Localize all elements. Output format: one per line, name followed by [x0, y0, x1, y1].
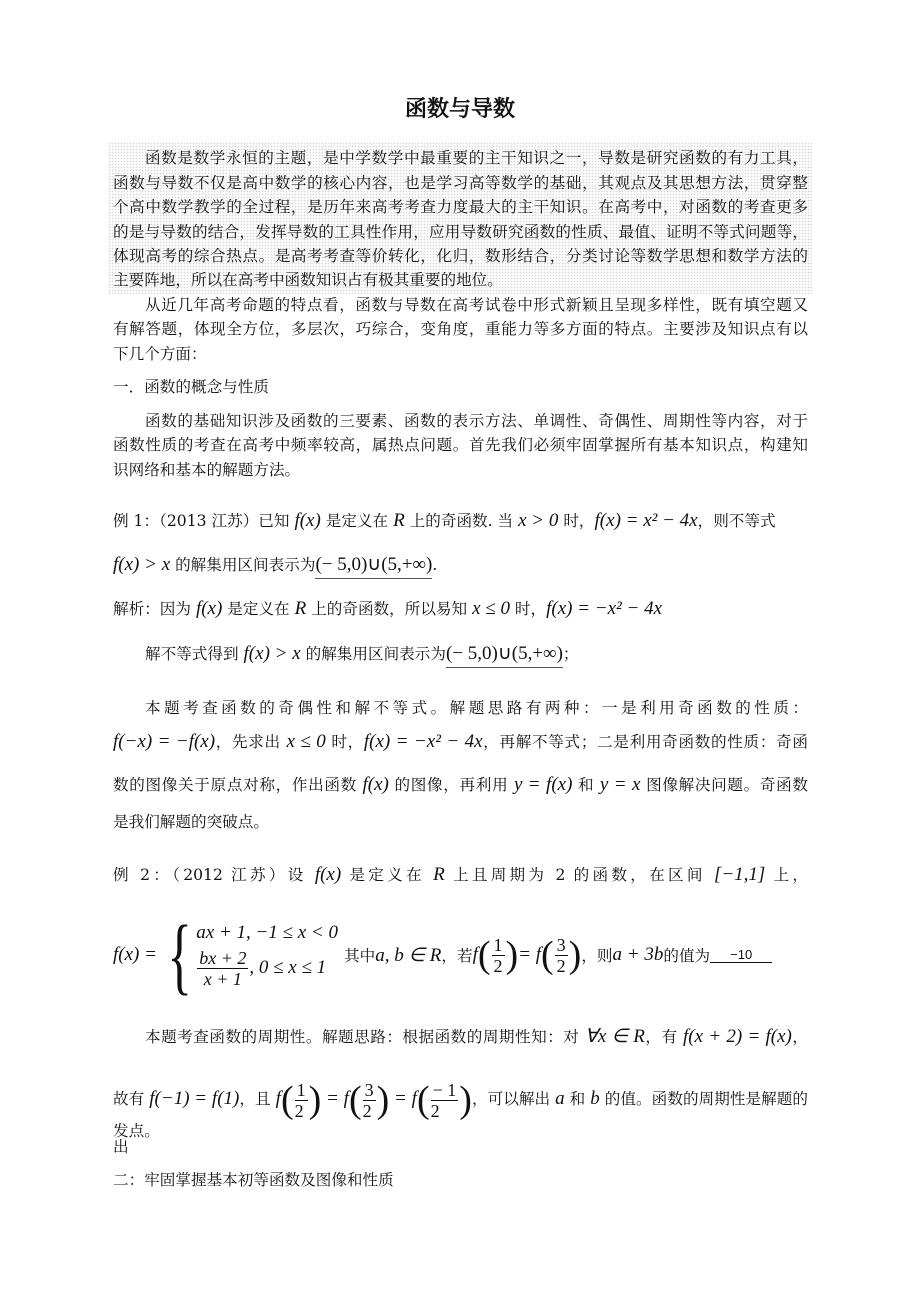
- denominator: 2: [430, 1100, 440, 1121]
- text-line: [113, 220, 808, 244]
- text-line: [113, 597, 808, 621]
- text: 函数的基础知识涉及函数的三要素、函数的表示方法、单调性、奇偶性、周期性等内容，对于: [145, 412, 808, 430]
- math-expression: f(x + 2) = f(x): [683, 1026, 792, 1047]
- text: 时，: [325, 733, 364, 751]
- text: 的值。函数的周期性是解题的出: [113, 1090, 808, 1156]
- text: 解不等式得到: [145, 645, 244, 663]
- text: 是定义在: [222, 600, 295, 618]
- text-line: [113, 509, 808, 533]
- text-line: [113, 293, 808, 317]
- math-expression: y = f(x): [513, 774, 573, 795]
- math: a + 3b: [612, 944, 664, 965]
- answer-underlined: (− 5,0)∪(5,+∞): [446, 643, 563, 668]
- denominator: 2: [556, 955, 566, 976]
- math-expression: y = x: [599, 774, 641, 795]
- math-expression: f(x) = −x² − 4x: [363, 731, 483, 752]
- text: ；: [562, 645, 579, 663]
- fraction: [555, 935, 568, 976]
- numerator: 1: [296, 1079, 306, 1100]
- text: 下几个方面：: [113, 345, 207, 363]
- text: 个高中数学教学的全过程，是历年来高考考查力度最大的主干知识。在高考中，对函数的考查更多: [113, 198, 808, 216]
- text-line: [113, 1119, 808, 1143]
- numerator: bx + 2: [199, 947, 247, 968]
- math-expression: R: [433, 864, 445, 885]
- text: ，先求出: [215, 733, 287, 751]
- text: ，再解不等式；二是利用奇函数的性质：奇函: [482, 733, 808, 751]
- text: 上的奇函数. 当: [404, 512, 519, 530]
- denominator: 2: [493, 955, 503, 976]
- text: 是定义在: [341, 866, 434, 884]
- text: 的是与导数的结合，发挥导数的工具性作用，应用导数研究函数的性质、最值、证明不等式问题等，: [113, 223, 808, 241]
- text-line: [113, 773, 808, 797]
- text: ，则: [581, 947, 613, 965]
- paren: (: [348, 1079, 362, 1121]
- text: 解析：因为: [113, 600, 196, 618]
- numerator: 3: [364, 1079, 374, 1100]
- text: 识网络和基本的解题方法。: [113, 461, 301, 479]
- fraction-group: [348, 1079, 390, 1121]
- math-expression: x ≤ 0: [286, 731, 326, 752]
- text-line: [113, 642, 808, 666]
- math-expression: R: [294, 598, 307, 619]
- case-1: ax + 1, −1 ≤ x < 0: [196, 921, 338, 943]
- text: 例 1：（2013 江苏）已知: [113, 512, 295, 530]
- text-line: [113, 863, 808, 887]
- text: 的图像，再利用: [388, 776, 514, 794]
- numerator: 1: [493, 934, 503, 955]
- text-line: [113, 195, 808, 219]
- text: 本题考查函数的周期性。解题思路：根据函数的周期性知：对: [145, 1028, 585, 1046]
- text-line: [113, 458, 808, 482]
- text: 从近几年高考命题的特点看，函数与导数在高考试卷中形式新颖且呈现多样性，既有填空题又: [145, 296, 808, 314]
- text: 是我们解题的突破点。: [113, 813, 269, 831]
- denominator: x + 1: [203, 968, 242, 989]
- text: 函数性质的考查在高考中频率较高，属热点问题。首先我们必须牢固掌握所有基本知识点，构建知: [113, 436, 808, 454]
- text: 的值为: [663, 947, 711, 965]
- text: 二：牢固掌握基本初等函数及图像和性质: [113, 1171, 394, 1189]
- text: 发点。: [113, 1122, 160, 1140]
- text-line: [113, 171, 808, 195]
- text: ，且: [239, 1090, 276, 1108]
- math-expression: x > 0: [518, 510, 559, 531]
- math-expression: x ≤ 0: [472, 598, 510, 619]
- answer-underlined: (− 5,0)∪(5,+∞): [315, 554, 432, 579]
- math-expression: f(x): [362, 774, 389, 795]
- denominator: 2: [294, 1100, 304, 1121]
- math-expression: f(x) = −x² − 4x: [546, 598, 663, 619]
- paren: ): [459, 1079, 472, 1121]
- text-line: [113, 342, 808, 366]
- math: a, b ∈ R: [375, 944, 442, 966]
- math-expression: f(x) = x² − 4x: [594, 510, 698, 531]
- text: 故有: [113, 1090, 150, 1108]
- case-2: [196, 948, 338, 989]
- text-line: [113, 375, 808, 399]
- text-line: [113, 730, 808, 754]
- text-line: [113, 244, 808, 268]
- paren: (: [477, 934, 491, 976]
- math-expression: ∀x ∈ R: [584, 1026, 645, 1047]
- math-expression: a: [555, 1088, 565, 1109]
- denominator: 2: [362, 1100, 372, 1121]
- text: 的解集用区间表示为: [300, 645, 446, 663]
- math-expression: f(−x) = −f(x): [113, 731, 216, 752]
- text: 是定义在: [320, 512, 394, 530]
- text: 图像解决问题。奇函数: [640, 776, 808, 794]
- math-expression: R: [393, 510, 405, 531]
- math-expression: f(x): [314, 864, 342, 885]
- text: 一．函数的概念与性质: [113, 378, 269, 396]
- math-expression: [−1,1]: [713, 864, 766, 885]
- math-expression: = f: [389, 1088, 417, 1109]
- text-line: [113, 1025, 808, 1049]
- text: 例 2：（2012 江苏）设: [113, 866, 315, 884]
- numerator: − 1: [432, 1079, 457, 1100]
- text: 体现高考的综合热点。是高考考查等价转化，化归，数形结合，分类讨论等数学思想和数学方法的: [113, 247, 808, 265]
- paren: ): [376, 1079, 390, 1121]
- text: .: [432, 556, 438, 574]
- text: ，有: [644, 1028, 684, 1046]
- text: 上的奇函数，所以易知: [306, 600, 473, 618]
- paren: (: [541, 934, 554, 976]
- text: 时，: [509, 600, 547, 618]
- text: 其中: [343, 947, 376, 965]
- math-expression: f(x): [294, 510, 321, 531]
- math: f(x) =: [113, 944, 157, 965]
- numerator: 3: [556, 934, 566, 955]
- fraction: [363, 1080, 376, 1121]
- text-line: [113, 268, 808, 292]
- math-expression: f(x): [195, 598, 223, 619]
- text-line: [113, 1168, 808, 1192]
- fraction: [295, 1080, 308, 1121]
- paren: ): [308, 1079, 322, 1121]
- text: 上，: [765, 866, 808, 884]
- text: 和: [572, 776, 600, 794]
- math: f: [472, 944, 478, 965]
- paren: ): [568, 934, 582, 976]
- text-line: [113, 553, 808, 577]
- math-expression: f(x) > x: [113, 554, 171, 575]
- fraction: [431, 1080, 459, 1121]
- text: 主要阵地，所以在高考中函数知识占有极其重要的地位。: [113, 271, 503, 289]
- fraction: [492, 935, 505, 976]
- fraction-group: [416, 1079, 472, 1121]
- text: ，: [791, 1028, 808, 1046]
- text: 和: [564, 1090, 591, 1108]
- math: = f: [518, 944, 542, 965]
- text-line: [113, 317, 808, 341]
- text-line: [113, 696, 808, 720]
- page-title: 函数与导数: [404, 97, 515, 122]
- text: 数的图像关于原点对称，作出函数: [113, 776, 363, 794]
- paren: (: [416, 1079, 430, 1121]
- math-expression: f(−1) = f(1): [149, 1088, 240, 1109]
- fraction-group: [280, 1079, 322, 1121]
- fraction: [197, 948, 248, 989]
- text: 上且周期为 2 的函数，在区间: [444, 866, 714, 884]
- text-line: [113, 810, 808, 834]
- text-line: [113, 409, 808, 433]
- text: ，可以解出: [471, 1090, 556, 1108]
- condition: , 0 ≤ x ≤ 1: [249, 957, 327, 978]
- text: ，则不等式: [697, 512, 776, 530]
- text: 时，: [558, 512, 595, 530]
- text: 函数是数学永恒的主题，是中学数学中最重要的主干知识之一，导数是研究函数的有力工具，: [145, 149, 808, 167]
- text-line: [113, 433, 808, 457]
- cases: [196, 922, 338, 989]
- text: 有解答题，体现全方位，多层次，巧综合，变角度，重能力等多方面的特点。主要涉及知识点有以: [113, 320, 808, 338]
- piecewise-definition: [113, 907, 772, 1003]
- math-expression: f(x) > x: [243, 643, 301, 664]
- math-expression: b: [590, 1088, 600, 1109]
- math-expression: = f: [321, 1088, 349, 1109]
- text: 本题考查函数的奇偶性和解不等式。解题思路有两种：一是利用奇函数的性质：: [145, 699, 808, 717]
- paren: (: [280, 1079, 294, 1121]
- text: 函数与导数不仅是高中数学的核心内容，也是学习高等数学的基础，其观点及其思想方法，贯穿整: [113, 174, 808, 192]
- answer-blank: −10: [710, 947, 772, 963]
- math-expression: f: [275, 1088, 281, 1109]
- paren: ): [505, 934, 519, 976]
- text-line: [113, 146, 808, 170]
- text: 的解集用区间表示为: [170, 556, 316, 574]
- brace: {: [167, 907, 192, 1003]
- text: ，若: [441, 947, 473, 965]
